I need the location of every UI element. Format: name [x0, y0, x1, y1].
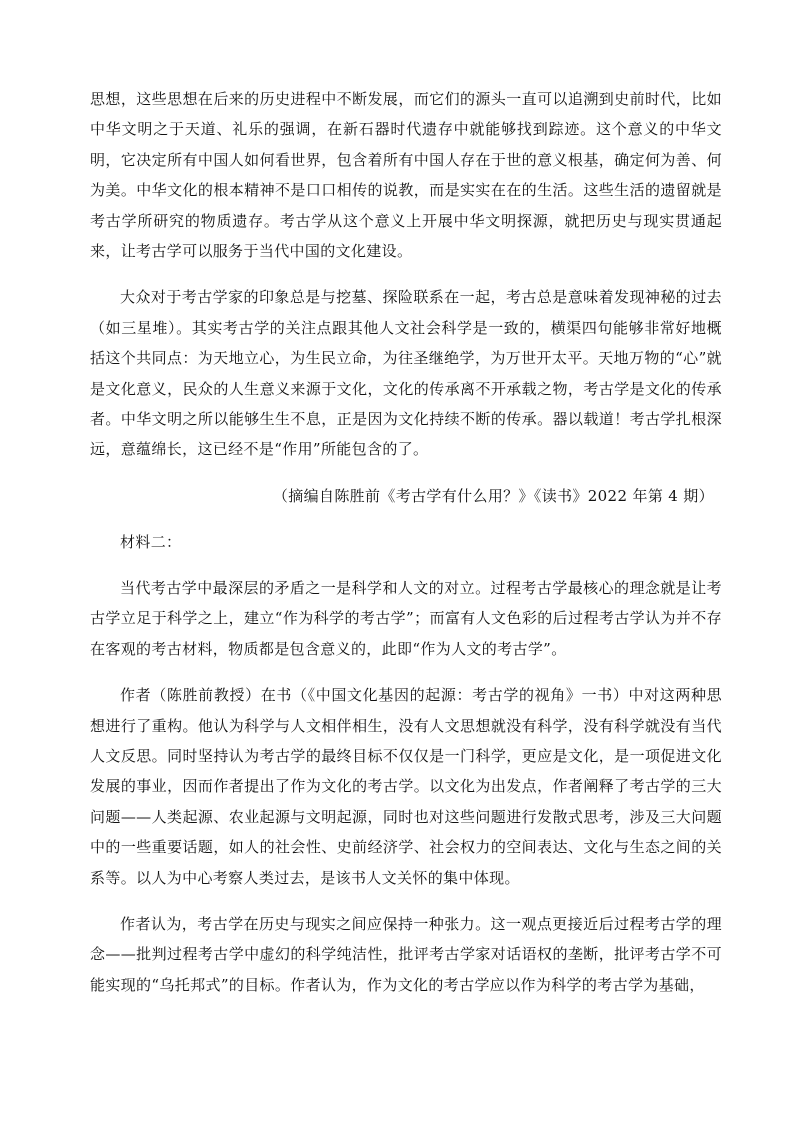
material-two-label: 材料二： — [120, 532, 182, 551]
paragraph-gap — [90, 266, 722, 282]
paragraph-public-impression: 大众对于考古学家的印象总是与挖墓、探险联系在一起，考古总是意味着发现神秘的过去（如三星堆）。其实考古学的关注点跟其他人文社会科学是一致的，横渠四句能够非常好地概括这个共同点：为天地立心，为生民立命，为往圣继绝学，为万世开太平。天地万物的“心”就是文化意义，民众的人生意义来源于文化，文化的传承离不开承载之物，考古学是文化的传承者。中华文明之所以能够生生不息，正是因为文化持续不断的传承。器以载道！考古学扎根深远，意蕴绵长，这已经不是“作用”所能包含的了。 — [90, 288, 722, 459]
paragraph-gap — [90, 511, 722, 527]
paragraph-gap — [90, 893, 722, 909]
paragraph-author-reconstruction: 作者（陈胜前教授）在书（《中国文化基因的起源：考古学的视角》一书）中对这两种思想进行了重构。他认为科学与人文相伴相生，没有人文思想就没有科学，没有科学就没有当代人文反思。同时坚持认为考古学的最终目标不仅仅是一门科学，更应是文化，是一项促进文化发展的事业，因而作者提出了作为文化的考古学。以文化为出发点，作者阐释了考古学的三大问题——人类起源、农业起源与文明起源，同时也对这些问题进行发散式思考，涉及三大问题中的一些重要话题，如人的社会性、史前经济学、社会权力的空间表达、文化与生态之间的关系等。以人为中心考察人类过去，是该书人文关怀的集中体现。 — [90, 686, 722, 887]
paragraph-gap — [90, 465, 722, 481]
paragraph-gap — [90, 664, 722, 680]
paragraph-continuation: 思想，这些思想在后来的历史进程中不断发展，而它们的源头一直可以追溯到史前时代，比如中华文明之于天道、礼乐的强调，在新石器时代遗存中就能够找到踪迹。这个意义的中华文明，它决定所有中国人如何看世界，包含着所有中国人存在于世的意义根基，确定何为善、何为美。中华文化的根本精神不是口口相传的说教，而是实实在在的生活。这些生活的遗留就是考古学所研究的物质遗存。考古学从这个意义上开展中华文明探源，就把历史与现实贯通起来，让考古学可以服务于当代中国的文化建设。 — [90, 90, 722, 261]
paragraph-gap — [90, 557, 722, 573]
paragraph-tension-history-reality: 作者认为，考古学在历史与现实之间应保持一种张力。这一观点更接近后过程考古学的理念——批判过程考古学中虚幻的科学纯洁性，批评考古学家对话语权的垄断，批评考古学不可能实现的“乌托邦式”的目标。作者认为，作为文化的考古学应以作为科学的考古学为基础， — [90, 914, 722, 994]
paragraph-science-vs-humanities: 当代考古学中最深层的矛盾之一是科学和人文的对立。过程考古学最核心的理念就是让考古学立足于科学之上，建立“作为科学的考古学”；而富有人文色彩的后过程考古学认为并不存在客观的考古材料，物质都是包含意义的，此即“作为人文的考古学”。 — [90, 578, 722, 658]
source-citation: （摘编自陈胜前《考古学有什么用？》《读书》2022 年第 4 期） — [272, 486, 714, 505]
document-body — [90, 84, 722, 1000]
